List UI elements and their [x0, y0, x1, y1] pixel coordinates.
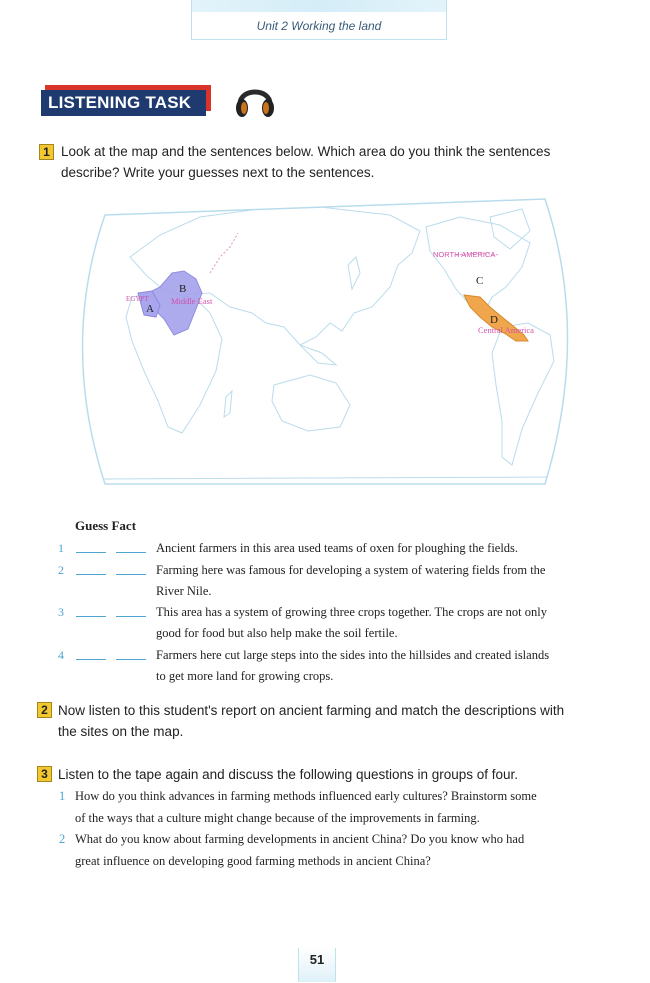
task-1-number: 1 — [39, 144, 54, 160]
fact-blank[interactable] — [116, 659, 146, 660]
task-3-text: Listen to the tape again and discuss the following questions in groups of four. — [58, 767, 519, 782]
guess-fact-header: Guess Fact — [75, 518, 137, 533]
label-central-america: Central America — [478, 325, 534, 335]
fact-blank[interactable] — [116, 552, 146, 553]
row-number: 2 — [58, 563, 64, 577]
question-number: 2 — [59, 832, 66, 846]
row-text-line: good for food but also help make the soil fertile. — [156, 626, 398, 640]
row-text-line: Farmers here cut large steps into the sides into the hillsides and created islands — [156, 648, 550, 662]
question-line: How do you think advances in farming methods influenced early cultures? Brainstorm some — [75, 789, 537, 803]
task-2-line-1: Now listen to this student's report on ancient farming and match the descriptions with — [58, 703, 565, 718]
guess-blank[interactable] — [76, 574, 106, 575]
row-text-line: to get more land for growing crops. — [156, 669, 334, 683]
row-number: 1 — [58, 541, 64, 555]
question-line: of the ways that a culture might change because of the improvements in farming. — [75, 811, 480, 825]
label-middle-east: Middle East — [171, 296, 213, 306]
headphones-icon — [233, 80, 277, 124]
page-number: 51 — [298, 948, 336, 982]
header-decorative-strip — [192, 0, 446, 12]
unit-title: Unit 2 Working the land — [256, 19, 382, 33]
banner-title: LISTENING TASK — [41, 90, 206, 116]
fact-blank[interactable] — [116, 616, 146, 617]
guess-blank[interactable] — [76, 659, 106, 660]
guess-blank[interactable] — [76, 616, 106, 617]
task-3-number: 3 — [37, 766, 52, 782]
question-line: What do you know about farming developments in ancient China? Do you know who had — [75, 832, 525, 846]
row-text-line: This area has a system of growing three crops together. The crops are not only — [156, 605, 547, 619]
row-number: 4 — [58, 648, 64, 662]
task-1-line-2: describe? Write your guesses next to the sentences. — [61, 165, 375, 180]
fact-blank[interactable] — [116, 574, 146, 575]
guess-blank[interactable] — [76, 552, 106, 553]
label-c: C — [476, 275, 484, 287]
task-2-number: 2 — [37, 702, 52, 718]
label-d: D — [490, 314, 498, 326]
task-2-line-2: the sites on the map. — [58, 724, 184, 739]
label-b: B — [179, 283, 187, 295]
listening-task-banner — [41, 85, 211, 117]
world-map — [60, 195, 590, 490]
label-a: A — [146, 303, 154, 315]
map-frame — [83, 199, 568, 484]
row-text-line: Ancient farmers in this area used teams of oxen for ploughing the fields. — [156, 541, 519, 555]
question-line: great influence on developing good farming methods in ancient China? — [75, 854, 431, 868]
task-1-line-1: Look at the map and the sentences below. Which area do you think the sentences — [61, 144, 551, 159]
row-text-line: River Nile. — [156, 584, 212, 598]
label-north-america: NORTH AMERICA — [433, 250, 496, 259]
unit-header — [191, 0, 447, 40]
question-number: 1 — [59, 789, 66, 803]
label-egypt: EGYPT — [126, 295, 149, 303]
row-text-line: Farming here was famous for developing a system of watering fields from the — [156, 563, 546, 577]
row-number: 3 — [58, 605, 64, 619]
